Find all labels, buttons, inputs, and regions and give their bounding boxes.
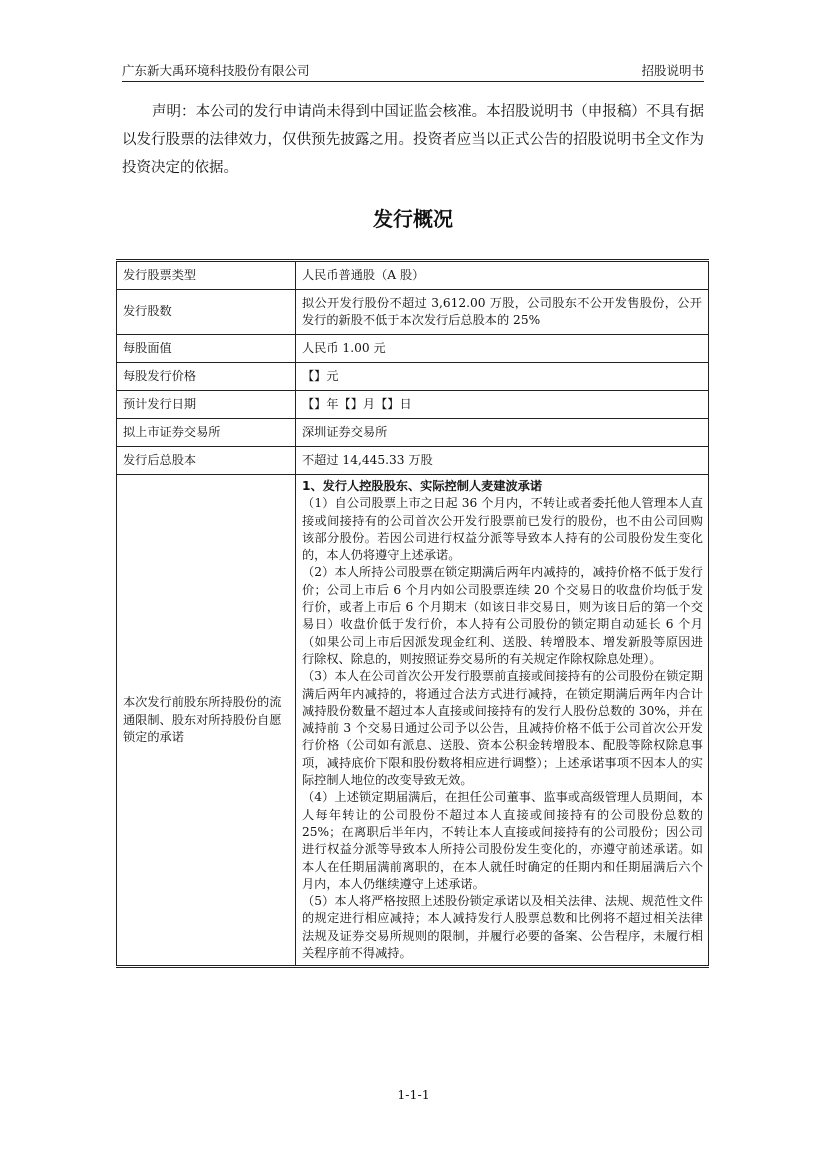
page-number: 1-1-1 [397, 1087, 430, 1102]
table-row [117, 335, 709, 363]
table-row [117, 290, 709, 335]
row-key-issue-date: 预计发行日期 [117, 391, 296, 419]
lockup-paragraph-2: （2）本人所持公司股票在锁定期满后两年内减持的，减持价格不低于发行价；公司上市后 6 个月内如公司股票连续 20 个交易日的收盘价均低于发行价，或者上市后 6 个月期末（如该日非交易日，则为该日后的第一个交易日）收盘价低于发行价，本人持有公司股份的锁定期自动延长 6 个月（如果公司上市后因派发现金红利、送股、转增股本、增发新股等原因进行除权、除息的，则按照证券交易所的有关规定作除权除息处理）。 [302, 565, 703, 666]
row-key-stock-type: 发行股票类型 [117, 261, 296, 290]
row-key-par-value: 每股面值 [117, 335, 296, 363]
row-value-exchange: 深圳证券交易所 [296, 419, 709, 447]
row-key-lockup-commitment: 本次发行前股东所持股份的流通限制、股东对所持股份自愿锁定的承诺 [117, 475, 296, 967]
lockup-paragraph-4: （4）上述锁定期届满后，在担任公司董事、监事或高级管理人员期间，本人每年转让的公司股份不超过本人直接或间接持有的公司股份总数的 25%；在离职后半年内，不转让本人直接或间接持有的公司股份；因公司进行权益分派等导致本人所持公司股份发生变化的，亦遵守前述承诺。如本人在任期届满前离职的，在本人就任时确定的任期内和任期届满后六个月内，本人仍继续遵守上述承诺。 [302, 790, 703, 891]
row-value-shares-issued: 拟公开发行股份不超过 3,612.00 万股，公司股东不公开发售股份，公开发行的新股不低于本次发行后总股本的 25% [296, 290, 709, 335]
table-row [117, 419, 709, 447]
row-value-total-shares: 不超过 14,445.33 万股 [296, 447, 709, 475]
row-value-issue-date: 【】年【】月【】日 [296, 391, 709, 419]
row-value-stock-type: 人民币普通股（A 股） [296, 261, 709, 290]
declaration-paragraph: 声明：本公司的发行申请尚未得到中国证监会核准。本招股说明书（申报稿）不具有据以发行股票的法律效力，仅供预先披露之用。投资者应当以正式公告的招股说明书全文作为投资决定的依据。 [122, 104, 704, 176]
row-key-issue-price: 每股发行价格 [117, 363, 296, 391]
issuance-overview-table [116, 259, 709, 968]
lockup-paragraph-5: （5）本人将严格按照上述股份锁定承诺以及相关法律、法规、规范性文件的规定进行相应减持；本人减持发行人股票总数和比例将不超过相关法律法规及证券交易所规则的限制，并履行必要的备案、公告程序，未履行相关程序前不得减持。 [302, 894, 703, 961]
running-header [122, 58, 704, 82]
table-row [117, 447, 709, 475]
section-title: 发行概况 [373, 207, 453, 231]
lockup-paragraph-1: （1）自公司股票上市之日起 36 个月内，不转让或者委托他人管理本人直接或间接持有的公司首次公开发行股票前已发行的股份，也不由公司回购该部分股份。若因公司进行权益分派等导致本人持有的公司股份发生变化的，本人仍将遵守上述承诺。 [302, 496, 703, 563]
row-value-par-value: 人民币 1.00 元 [296, 335, 709, 363]
table-row [117, 363, 709, 391]
row-key-shares-issued: 发行股数 [117, 290, 296, 335]
row-value-issue-price: 【】元 [296, 363, 709, 391]
table-row [117, 475, 709, 967]
lockup-paragraph-3: （3）本人在公司首次公开发行股票前直接或间接持有的公司股份在锁定期满后两年内减持的，将通过合法方式进行减持，在锁定期满后两年内合计减持股份数量不超过本人直接或间接持有的发行人股份总数的 30%，并在减持前 3 个交易日通过公司予以公告，且减持价格不低于公司首次公开发行价格（公司如有派息、送股、资本公积金转增股本、配股等除权除息事项，减持底价下限和股份数将相应进行调整）；上述承诺事项不因本人的实际控制人地位的改变导致无效。 [302, 669, 703, 788]
table-row [117, 261, 709, 290]
row-key-total-shares: 发行后总股本 [117, 447, 296, 475]
lockup-commitment-cell [296, 475, 709, 967]
table-row [117, 391, 709, 419]
lockup-heading: 1、发行人控股股东、实际控制人麦建波承诺 [302, 479, 543, 493]
header-company-name: 广东新大禹环境科技股份有限公司 [122, 63, 310, 78]
header-document-type: 招股说明书 [641, 63, 704, 78]
row-key-exchange: 拟上市证券交易所 [117, 419, 296, 447]
